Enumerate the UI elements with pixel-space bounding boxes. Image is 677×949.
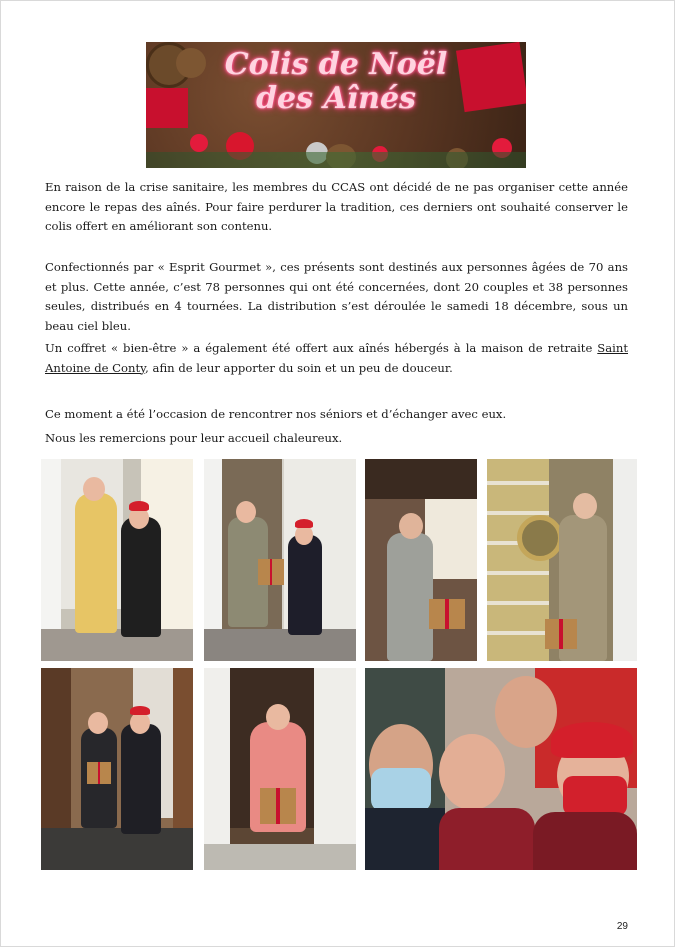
paragraph-4: [45, 405, 628, 425]
banner-title-line-2: des Aînés: [256, 81, 416, 116]
paragraph-5-text: Nous les remercions pour leur accueil chaleureux.: [45, 431, 343, 445]
fir-branch: [146, 152, 526, 168]
photo-1: [41, 459, 193, 661]
paragraph-1-text: En raison de la crise sanitaire, les membres du CCAS ont décidé de ne pas organiser cette année encore le repas des aînés. Pour faire perdurer la tradition, ces derniers ont souhaité conserver le colis offert en améliorant son contenu.: [45, 180, 628, 233]
pinecone-icon: [176, 48, 206, 78]
gift-icon: [146, 88, 188, 128]
paragraph-3-text-end: , afin de leur apporter du soin et un peu de douceur.: [145, 360, 453, 375]
ornament-icon: [190, 134, 208, 152]
banner-title-line-1: Colis de Noël: [224, 47, 448, 82]
paragraph-3: [45, 339, 628, 378]
photo-6: [204, 668, 356, 870]
gift-icon: [456, 42, 526, 112]
paragraph-2-text: Confectionnés par « Esprit Gourmet », ces présents sont destinés aux personnes âgées de 70 ans et plus. Cette année, c’est 78 personnes qui ont été concernées, dont 20 couples et 38 personnes seules, distribués en 4 tournées. La distribution s’est déroulée le samedi 18 décembre, sous un beau ciel bleu.: [45, 260, 628, 333]
photo-4: [487, 459, 637, 661]
page-number: 29: [616, 921, 628, 932]
paragraph-3-text: Un coffret « bien-être » a également été offert aux aînés hébergés à la maison de retraite: [45, 341, 598, 355]
paragraph-2: [45, 258, 628, 336]
saint-antoine-link[interactable]: Saint Antoine de Conty: [45, 341, 628, 375]
photo-5: [41, 668, 193, 870]
paragraph-1: [45, 178, 628, 237]
paragraph-4-text: Ce moment a été l’occasion de rencontrer nos séniors et d’échanger avec eux.: [45, 407, 507, 421]
wreath-icon: [517, 515, 563, 561]
christmas-banner: [146, 42, 526, 168]
paragraph-5: [45, 429, 628, 449]
photo-2: [204, 459, 356, 661]
banner-title: [216, 48, 456, 116]
photo-7: [365, 668, 637, 870]
photo-3: [365, 459, 477, 661]
